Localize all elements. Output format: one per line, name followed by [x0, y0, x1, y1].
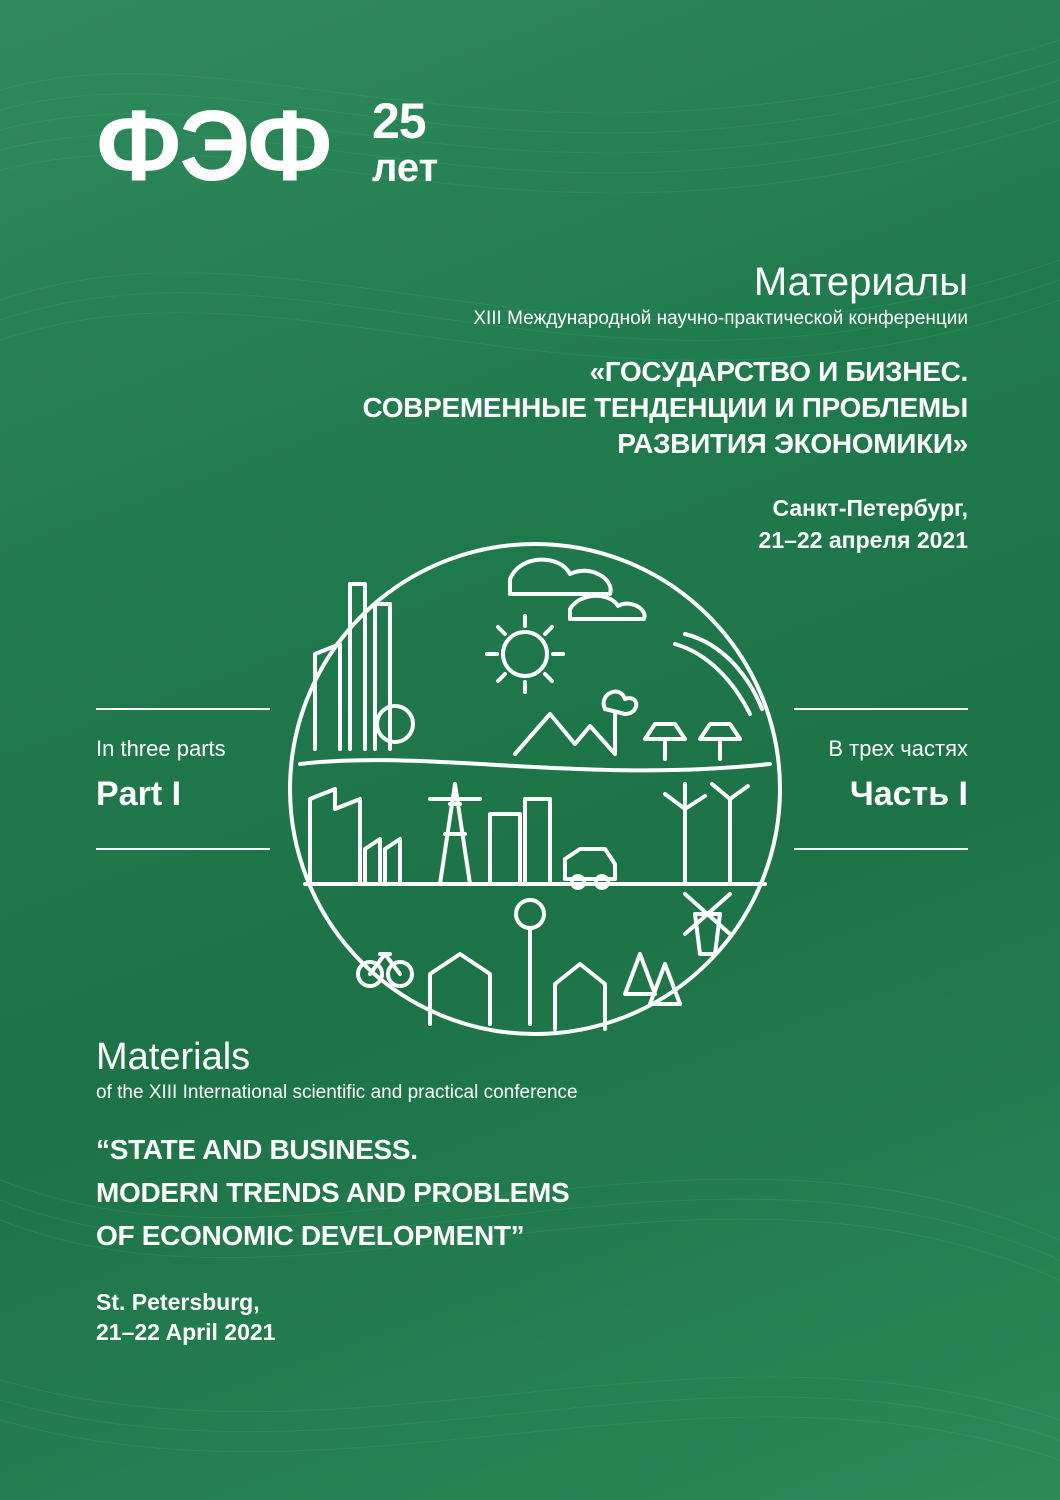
logo-years-word: лет: [372, 146, 439, 190]
en-title-line: MODERN TRENDS AND PROBLEMS: [96, 1177, 570, 1208]
ru-title-line: РАЗВИТИЯ ЭКОНОМИКИ»: [617, 428, 968, 459]
ru-place-line: Санкт-Петербург,: [772, 495, 968, 521]
ru-heading: Материалы: [753, 260, 968, 304]
en-place-date: [96, 1287, 856, 1347]
english-title-block: [96, 1034, 856, 1347]
en-parts-block: [96, 708, 270, 850]
economy-globe-illustration: [280, 534, 790, 1044]
ru-parts-label: В трех частях: [828, 736, 968, 761]
en-parts-label: In three parts: [96, 736, 226, 761]
ru-subheading: XIII Международной научно-практической конференции: [473, 308, 968, 329]
en-date-line: 21–22 April 2021: [96, 1319, 276, 1345]
russian-title-block: [208, 258, 968, 556]
en-conference-title: [96, 1128, 856, 1257]
en-title-line: OF ECONOMIC DEVELOPMENT”: [96, 1220, 525, 1251]
en-title-line: “STATE AND BUSINESS.: [96, 1134, 418, 1165]
logo-abbreviation: ФЭФ: [96, 90, 331, 202]
en-part-number: Part I: [96, 775, 182, 813]
ru-conference-title: [208, 354, 968, 462]
en-heading: Materials: [96, 1036, 251, 1078]
logo-anniversary: [372, 93, 439, 190]
logo-years-number: 25: [372, 93, 426, 149]
ru-part-number: Часть I: [849, 775, 968, 813]
en-place-line: St. Petersburg,: [96, 1289, 260, 1315]
en-subheading: of the XIII International scientific and practical conference: [96, 1082, 578, 1103]
ru-title-line: СОВРЕМЕННЫЕ ТЕНДЕНЦИИ И ПРОБЛЕМЫ: [362, 392, 968, 423]
ru-date-line: 21–22 апреля 2021: [758, 527, 968, 553]
ru-title-line: «ГОСУДАРСТВО И БИЗНЕС.: [589, 356, 968, 387]
ru-parts-block: [794, 708, 968, 850]
